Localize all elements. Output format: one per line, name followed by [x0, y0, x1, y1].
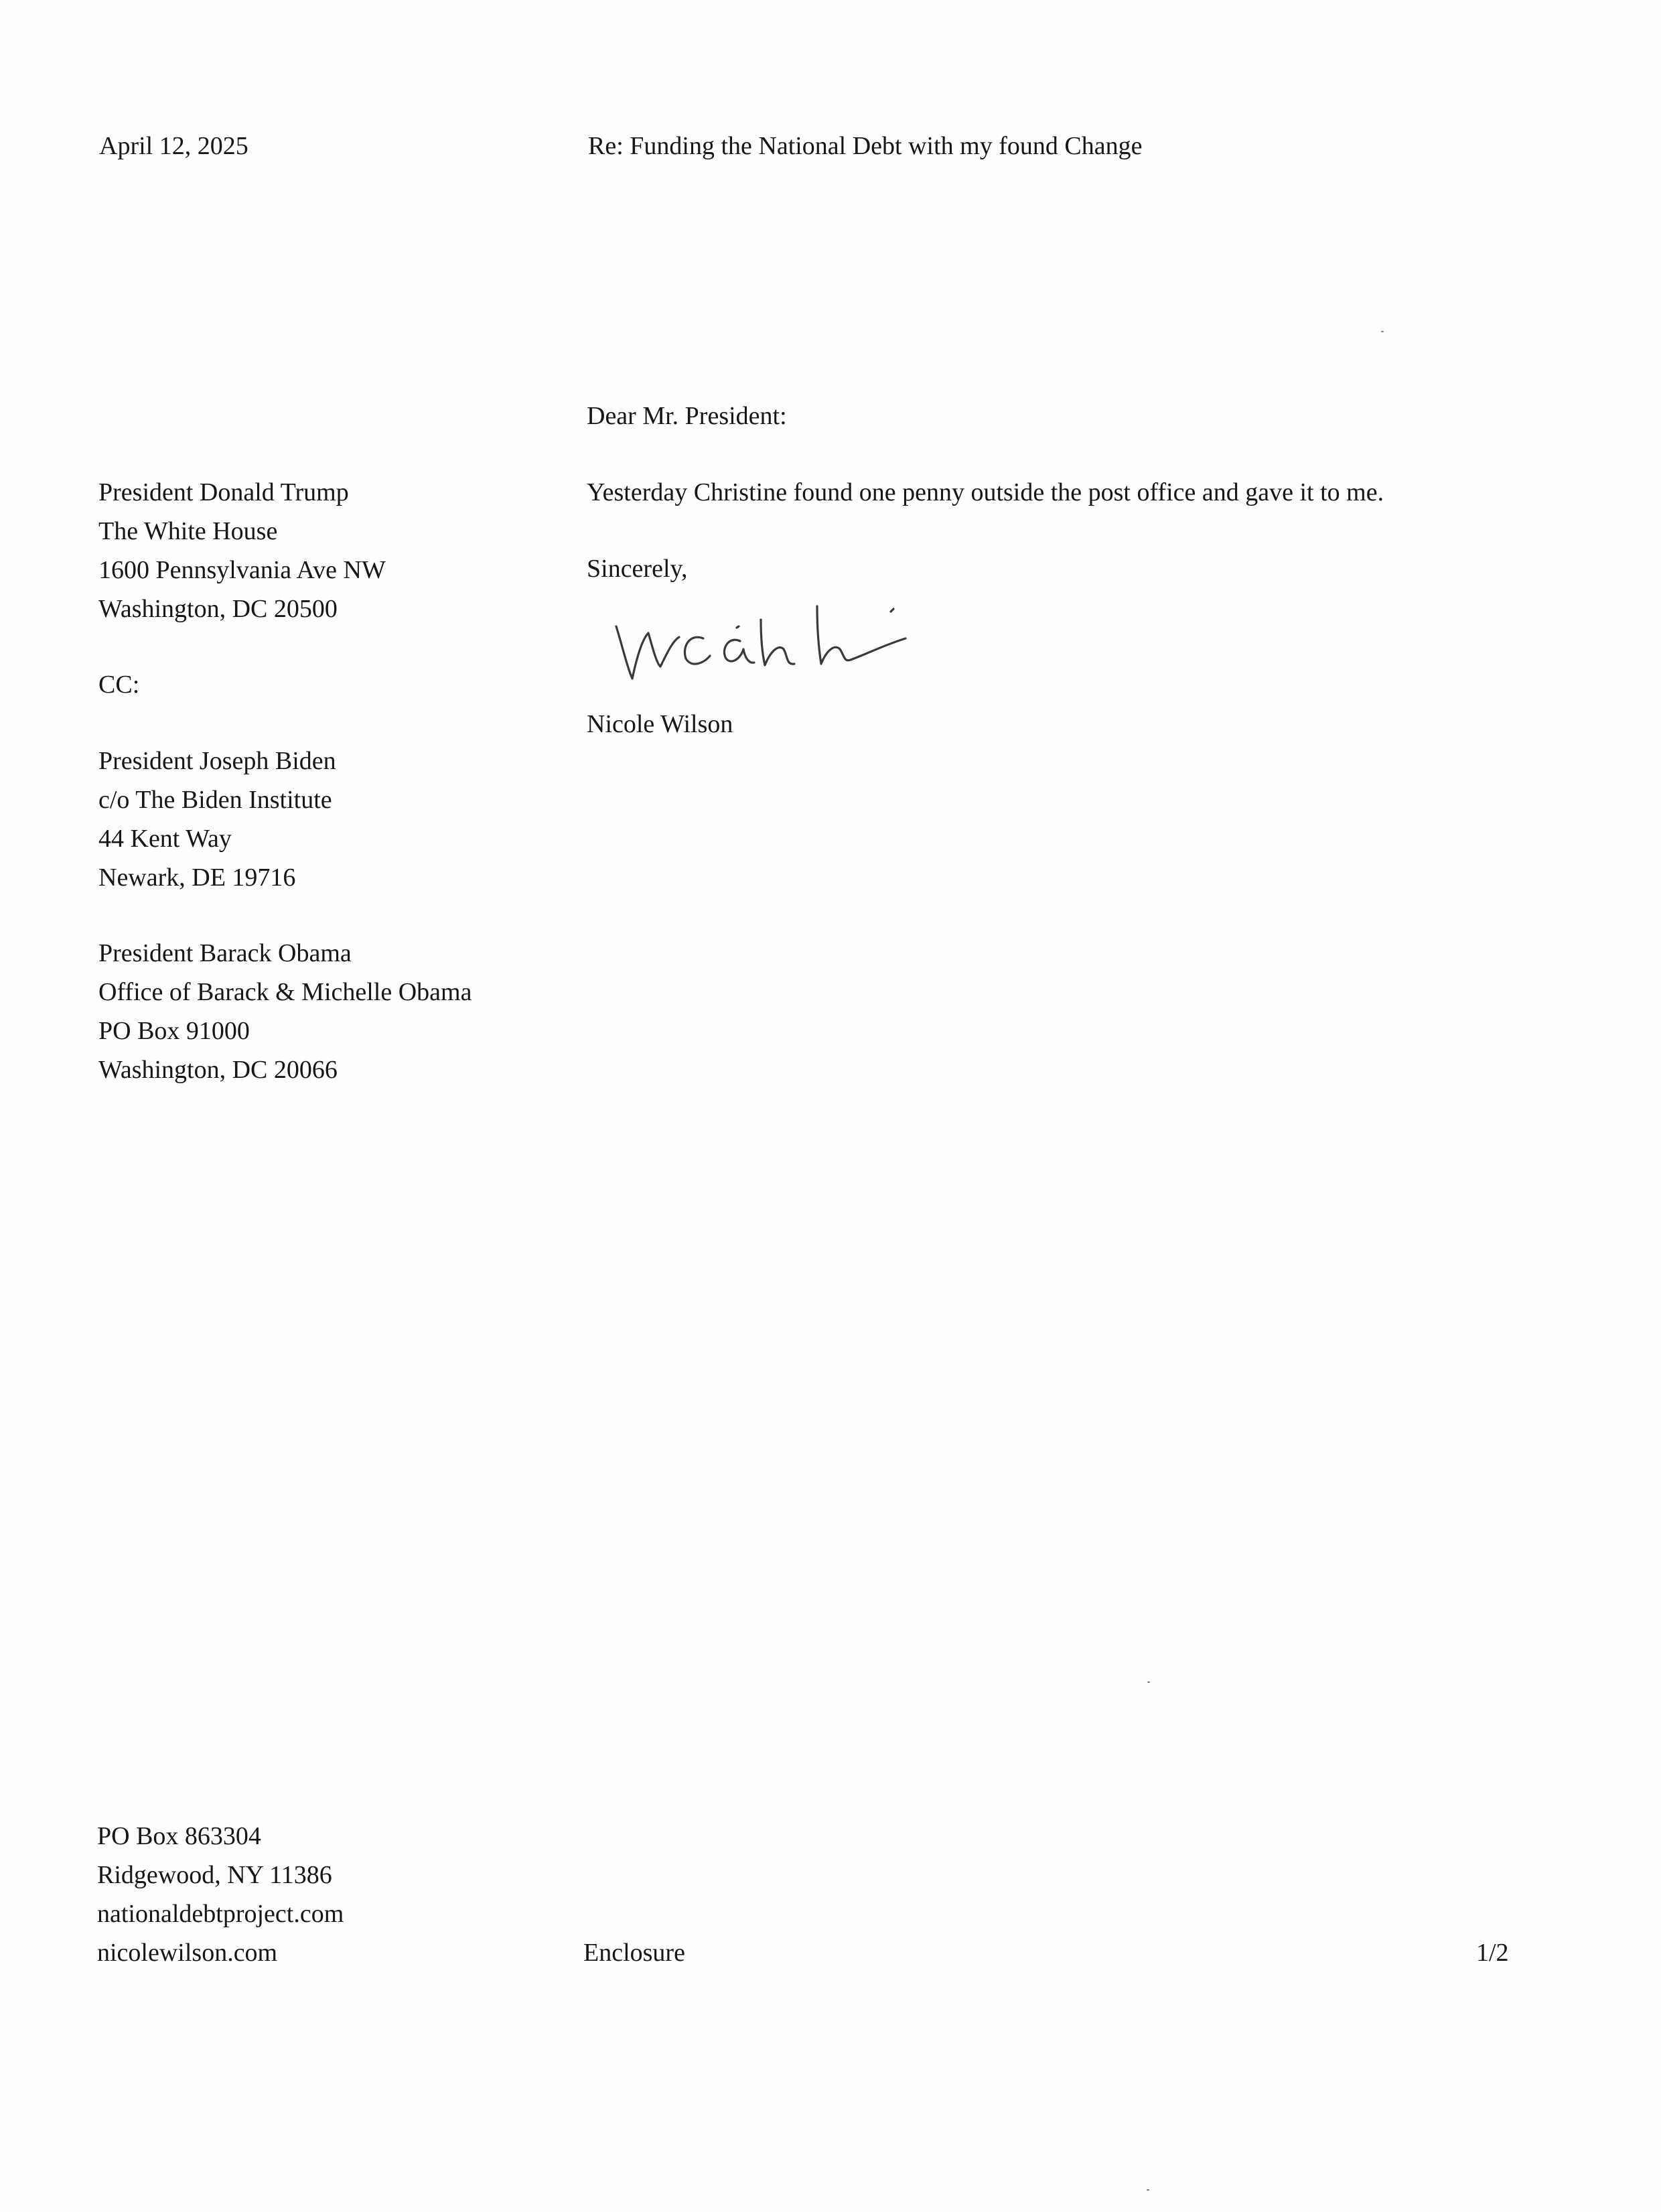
- recipient-line: President Donald Trump: [98, 478, 349, 506]
- closing: Sincerely,: [587, 555, 688, 583]
- cc-address-line: President Joseph Biden: [98, 747, 336, 775]
- sender-line: Ridgewood, NY 11386: [97, 1861, 332, 1889]
- sender-address: [97, 1817, 344, 1972]
- cc-address-line: Office of Barack & Michelle Obama: [98, 978, 472, 1006]
- sender-website-link[interactable]: nicolewilson.com: [97, 1939, 278, 1967]
- letter-date: April 12, 2025: [99, 132, 248, 160]
- cc-address: [98, 742, 336, 897]
- salutation: Dear Mr. President:: [587, 402, 787, 430]
- enclosure-note: Enclosure: [583, 1939, 685, 1967]
- cc-address-line: Newark, DE 19716: [98, 863, 296, 892]
- cc-address: [98, 934, 472, 1089]
- recipient-line: 1600 Pennsylvania Ave NW: [98, 556, 386, 584]
- cc-address-line: c/o The Biden Institute: [98, 786, 332, 814]
- scan-speck: [1147, 1681, 1150, 1683]
- recipient-address: [98, 473, 386, 628]
- recipient-line: Washington, DC 20500: [98, 595, 338, 623]
- sender-website-link[interactable]: nationaldebtproject.com: [97, 1900, 344, 1928]
- sender-line: PO Box 863304: [97, 1822, 261, 1850]
- page-number: 1/2: [1476, 1939, 1509, 1967]
- scan-speck: [1147, 2189, 1149, 2191]
- letter-body: Yesterday Christine found one penny outside the post office and gave it to me.: [587, 478, 1384, 506]
- letter-subject: Re: Funding the National Debt with my found Change: [588, 132, 1143, 160]
- handwritten-signature: [603, 579, 924, 693]
- cc-address-line: President Barack Obama: [98, 939, 352, 967]
- signer-name: Nicole Wilson: [587, 710, 733, 738]
- cc-address-line: PO Box 91000: [98, 1017, 250, 1045]
- cc-label: CC:: [98, 671, 140, 699]
- scan-speck: [1381, 331, 1384, 332]
- cc-address-line: 44 Kent Way: [98, 825, 232, 853]
- cc-address-line: Washington, DC 20066: [98, 1056, 338, 1084]
- recipient-line: The White House: [98, 517, 278, 545]
